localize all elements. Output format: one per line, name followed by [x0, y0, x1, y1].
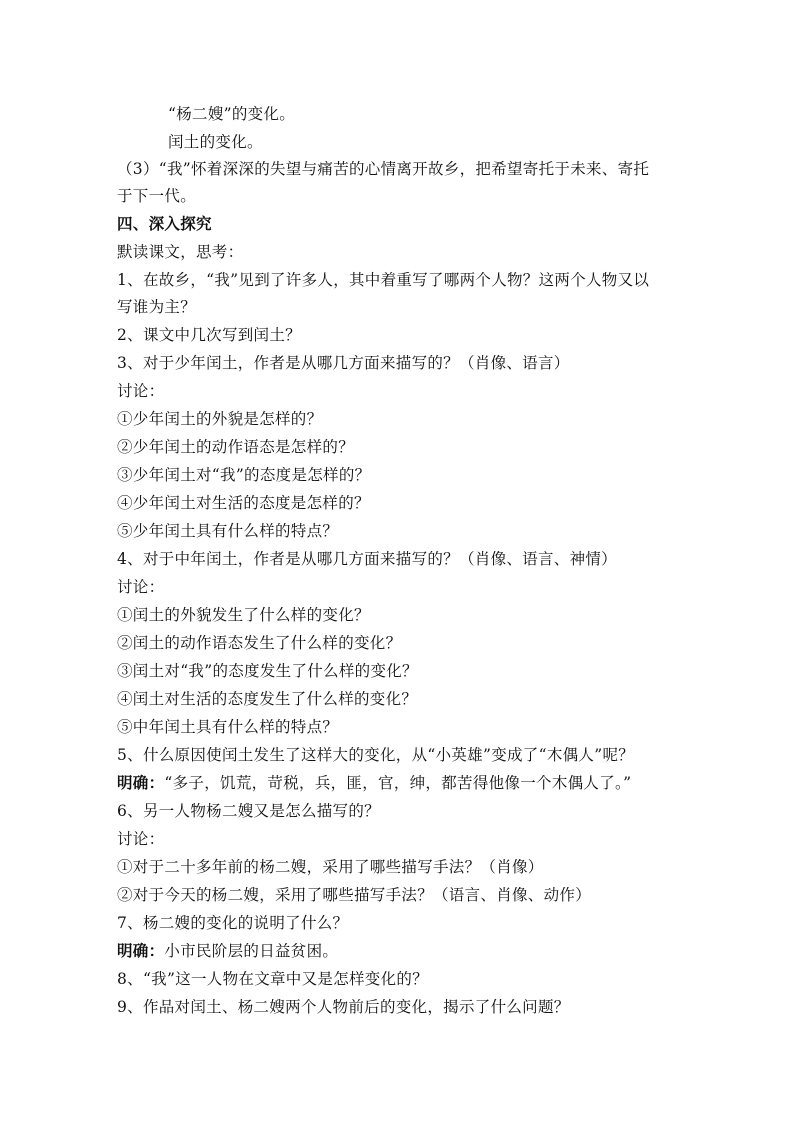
text-line: “杨二嫂”的变化。 [168, 105, 296, 123]
question-line: 1、在故乡，“我”见到了许多人，其中着重写了哪两个人物？这两个人物又以 [117, 271, 650, 289]
answer-label: 明确： [117, 941, 165, 960]
discussion-label: 讨论： [117, 830, 165, 848]
text-line: 默读课文，思考： [117, 243, 244, 261]
section-heading: 四、深入探究 [117, 214, 212, 233]
list-item: ③闰土对“我”的态度发生了什么样的变化？ [117, 662, 418, 680]
discussion-label: 讨论： [117, 578, 165, 596]
list-item: ①闰土的外貌发生了什么样的变化？ [117, 606, 370, 624]
question-line: 3、对于少年闰土，作者是从哪几方面来描写的？（肖像、语言） [117, 354, 570, 372]
text-line: 于下一代。 [117, 187, 197, 205]
question-line: 2、课文中几次写到闰土？ [117, 326, 301, 344]
answer-line: 明确：小市民阶层的日益贫困。 [117, 941, 339, 960]
list-item: ⑤中年闰土具有什么样的特点？ [117, 718, 339, 736]
list-item: ①少年闰土的外貌是怎样的？ [117, 410, 323, 428]
list-item: ④少年闰土对生活的态度是怎样的？ [117, 494, 370, 512]
list-item: ②闰土的动作语态发生了什么样的变化？ [117, 634, 402, 652]
list-item: ③少年闰土对“我”的态度是怎样的？ [117, 466, 371, 484]
list-item: ②对于今天的杨二嫂，采用了哪些描写手法？（语言、肖像、动作） [117, 886, 592, 904]
discussion-label: 讨论： [117, 382, 165, 400]
answer-label: 明确： [117, 773, 165, 792]
list-item: ②少年闰土的动作语态是怎样的？ [117, 438, 355, 456]
answer-line: 明确：“多子，饥荒，苛税，兵，匪，官，绅，都苦得他像一个木偶人了。” [117, 773, 632, 792]
list-item: ①对于二十多年前的杨二嫂，采用了哪些描写手法？（肖像） [117, 858, 544, 876]
question-line: 4、对于中年闰土，作者是从哪几方面来描写的？（肖像、语言、神情） [117, 550, 617, 568]
list-item: ④闰土对生活的态度发生了什么样的变化？ [117, 690, 418, 708]
text-line: （3）“我”怀着深深的失望与痛苦的心情离开故乡，把希望寄托于未来、寄托 [117, 160, 650, 178]
question-line: 6、另一人物杨二嫂又是怎么描写的？ [117, 802, 380, 820]
question-line: 8、“我”这一人物在文章中又是怎样变化的？ [117, 970, 429, 988]
question-line: 7、杨二嫂的变化的说明了什么？ [117, 914, 349, 932]
text-line: 写谁为主？ [117, 298, 197, 316]
question-line: 9、作品对闰土、杨二嫂两个人物前后的变化，揭示了什么问题？ [117, 998, 570, 1016]
text-line: 闰土的变化。 [168, 133, 263, 151]
list-item: ⑤少年闰土具有什么样的特点？ [117, 522, 339, 540]
question-line: 5、什么原因使闰土发生了这样大的变化，从“小英雄”变成了“木偶人”呢？ [117, 746, 635, 764]
